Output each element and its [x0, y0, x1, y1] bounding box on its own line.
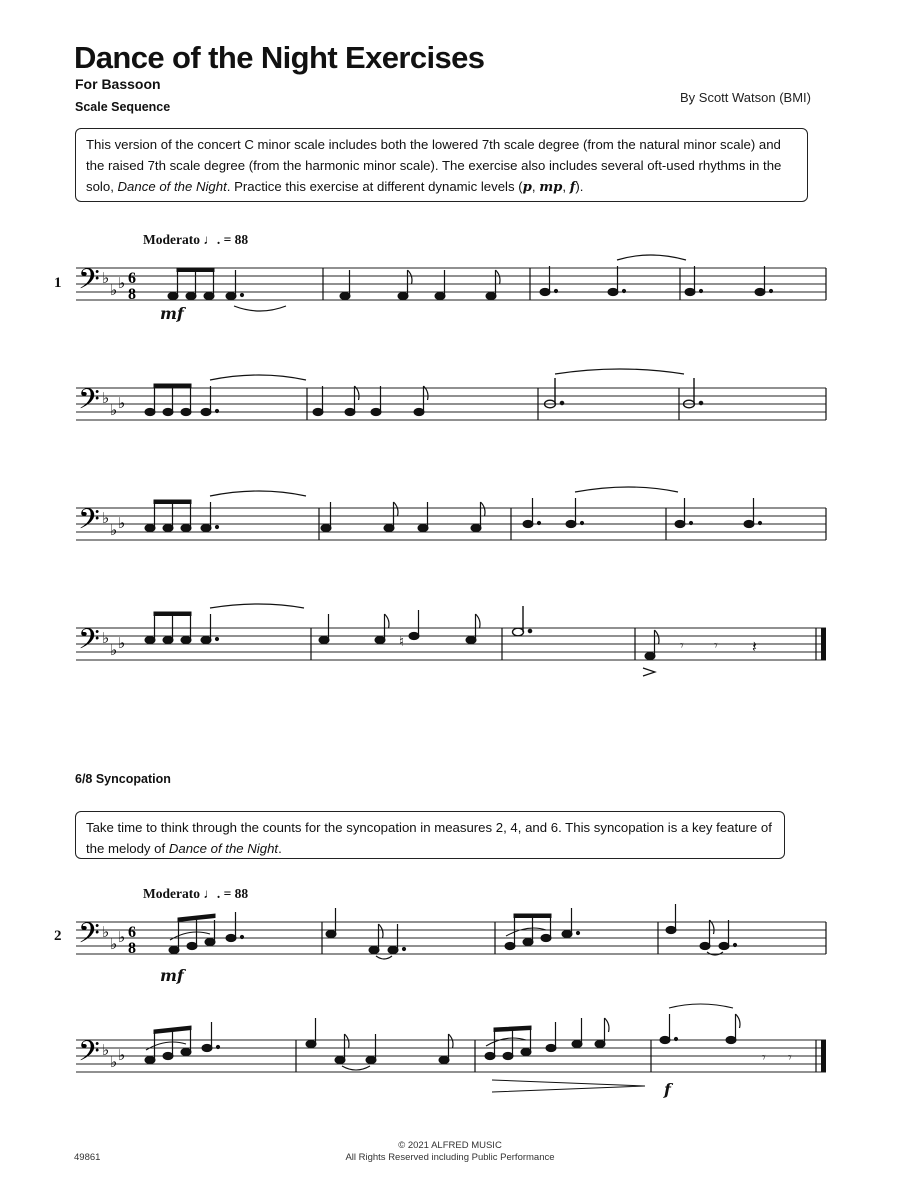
- note: [435, 292, 445, 299]
- crescendo-hairpin: [492, 1080, 645, 1092]
- flat-icon: ♭: [102, 1041, 110, 1059]
- rights-notice: All Rights Reserved including Public Performance: [345, 1152, 555, 1163]
- piece-title-ref: Dance of the Night: [168, 841, 279, 856]
- bass-clef-icon: 𝄢: [78, 917, 100, 957]
- dynamic-f-end: f: [664, 1080, 671, 1099]
- beam: [177, 268, 214, 272]
- flat-icon: ♭: [110, 935, 118, 953]
- rest-icon: 𝄽: [752, 637, 757, 656]
- dynamic-p: p: [522, 180, 532, 195]
- instructions-text: . Practice this exercise at different dynamic levels (: [226, 179, 523, 194]
- flat-icon: ♭: [102, 269, 110, 287]
- flag: [408, 270, 413, 284]
- flat-icon: ♭: [110, 401, 118, 419]
- page-title: Dance of the Night Exercises: [74, 40, 485, 75]
- piece-title-ref: Dance of the Night: [117, 179, 227, 194]
- note: [204, 292, 214, 299]
- flat-icon: ♭: [102, 923, 110, 941]
- slur: [170, 932, 210, 940]
- final-barline: [821, 1040, 826, 1072]
- instructions-box-1: This version of the concert C minor scale includes both the lowered 7th scale degree (from the natural minor scale) and the raised 7th scale degree (from the harmonic minor scale). The exercise also includes several oft-used rhythms in the solo, Dance of the Night. Practice this exercise at different dynamic levels (p, mp, f).: [75, 128, 808, 202]
- flat-icon: ♭: [110, 1053, 118, 1071]
- flat-icon: ♭: [118, 274, 126, 292]
- tie: [234, 306, 286, 311]
- music-staff-2: [0, 370, 900, 450]
- bass-clef-icon: 𝄢: [78, 503, 100, 543]
- time-signature-bottom: 8: [128, 940, 136, 957]
- instructions-text: ).: [575, 179, 584, 194]
- bass-clef-icon: 𝄢: [78, 383, 100, 423]
- composer-credit: By Scott Watson (BMI): [680, 90, 811, 105]
- catalog-number: 49861: [74, 1152, 101, 1163]
- note: [168, 292, 178, 299]
- note: [755, 288, 765, 295]
- time-signature-top: 6: [128, 924, 136, 941]
- flat-icon: ♭: [118, 928, 126, 946]
- copyright: © 2021 ALFRED MUSIC: [398, 1140, 502, 1151]
- rest-icon: 𝄾: [788, 1050, 792, 1066]
- note: [398, 292, 408, 299]
- flat-icon: ♭: [102, 629, 110, 647]
- dynamic-mp: mp: [539, 180, 563, 195]
- bass-clef-icon: 𝄢: [78, 1035, 100, 1075]
- flat-icon: ♭: [110, 281, 118, 299]
- instructions-box-2: [75, 811, 785, 859]
- dynamic-mf-1: mf: [160, 304, 184, 323]
- dynamic-mf-2: mf: [160, 966, 184, 985]
- music-staff-3: [0, 490, 900, 570]
- tie: [617, 255, 686, 260]
- dot: [240, 293, 243, 296]
- tempo-marking-2: Moderato ♩. = 88: [143, 886, 249, 901]
- note: [540, 288, 550, 295]
- instructions-text: This version of the concert C minor scale includes both the lowered 7th scale degree (from the natural minor scale) and the raised 7th scale degree (from the harmonic minor scale). The exercise also includes several oft-used rhythms in the solo,: [86, 137, 782, 194]
- final-barline: [821, 628, 826, 660]
- music-staff-5: [0, 904, 900, 984]
- flat-icon: ♭: [110, 521, 118, 539]
- instructions-text: .: [278, 841, 282, 856]
- flat-icon: ♭: [118, 634, 126, 652]
- note: [226, 292, 236, 299]
- dynamic-f: f: [569, 180, 576, 195]
- flat-icon: ♭: [118, 1046, 126, 1064]
- instructions-text: Take time to think through the counts for the syncopation in measures 2, 4, and 6. This syncopation is a key feature of the melody of: [86, 820, 772, 856]
- bass-clef-icon: 𝄢: [78, 623, 100, 663]
- section-title-scale-sequence: Scale Sequence: [75, 100, 171, 114]
- flat-icon: ♭: [118, 394, 126, 412]
- section-title-syncopation: 6/8 Syncopation: [75, 772, 171, 786]
- bass-clef-icon: 𝄢: [78, 263, 100, 303]
- instrument-subtitle: For Bassoon: [75, 76, 161, 92]
- music-staff-1: [0, 250, 900, 330]
- flag: [496, 270, 501, 284]
- note: [486, 292, 496, 299]
- rest-icon: 𝄾: [680, 638, 684, 654]
- note: [685, 288, 695, 295]
- note: [186, 292, 196, 299]
- time-signature-top: 6: [128, 270, 136, 287]
- note: [340, 292, 350, 299]
- flat-icon: ♭: [118, 514, 126, 532]
- flat-icon: ♭: [102, 389, 110, 407]
- time-signature-bottom: 8: [128, 286, 136, 303]
- music-staff-4: [0, 610, 900, 690]
- rest-icon: 𝄾: [714, 638, 718, 654]
- svg-text:♮: ♮: [399, 634, 405, 650]
- flat-icon: ♭: [102, 509, 110, 527]
- flat-icon: ♭: [110, 641, 118, 659]
- accent-icon: [643, 668, 655, 676]
- exercise-number-1: 1: [54, 275, 62, 291]
- note: [608, 288, 618, 295]
- tempo-marking-1: Moderato ♩. = 88: [143, 232, 249, 247]
- exercise-number-2: 2: [54, 928, 62, 944]
- rest-icon: 𝄾: [762, 1050, 766, 1066]
- music-staff-6: [0, 1022, 900, 1102]
